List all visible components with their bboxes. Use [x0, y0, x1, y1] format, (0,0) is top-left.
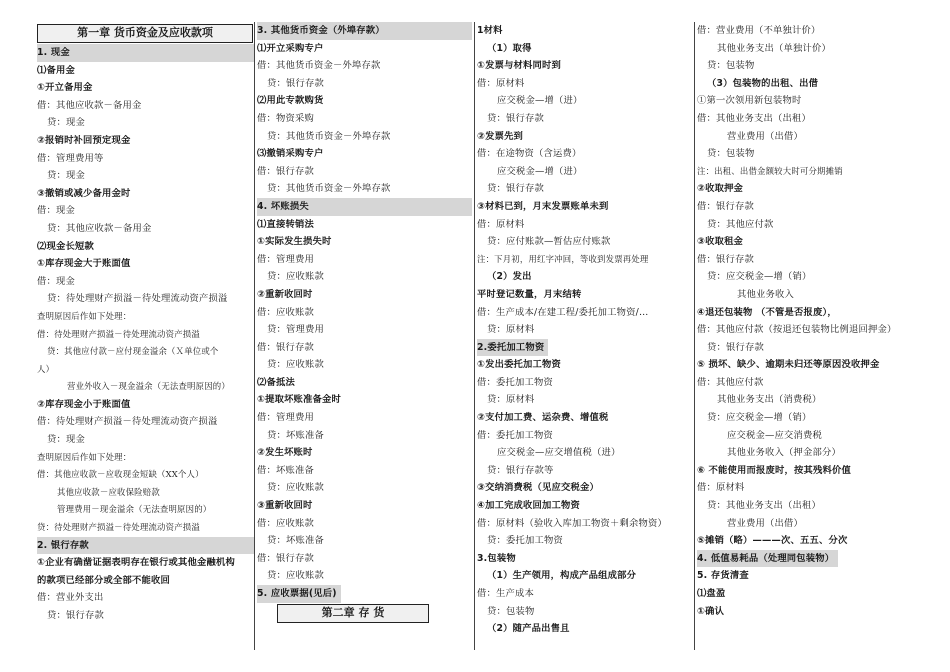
column-3 [477, 22, 693, 652]
text-line: 其他应收款－应收保险赔款 [57, 486, 160, 497]
text-line: 贷：应交税金—增（销） [707, 271, 812, 283]
subheading-line: ⑴开立采购专户 [257, 42, 324, 54]
subheading-line: ①发票与材料同时到 [477, 60, 562, 72]
text-line: 借：营业外支出 [37, 592, 104, 604]
column-2-lines [257, 22, 472, 603]
text-line: 借：待处理财产损溢－待处理流动资产损溢 [37, 416, 218, 428]
text-line: 借：在途物资（含运费） [477, 148, 582, 160]
text-line: 贷：原材料 [487, 394, 535, 406]
text-line: 营业外收入－现金溢余（无法查明原因的） [67, 381, 230, 392]
text-line: 其他业务收入（押金部分） [727, 447, 841, 459]
text-line: 人） [37, 363, 55, 374]
text-line: 贷：管理费用 [267, 324, 324, 336]
subheading-line: （2）发出 [487, 271, 532, 283]
section-heading: 4. 低值易耗品（处理同包装物） [697, 550, 838, 568]
text-line: 贷：包装物 [707, 148, 755, 160]
subheading-line: ⑵备抵法 [257, 376, 295, 388]
subheading-line: 5. 存货清查 [697, 570, 749, 582]
column-divider [254, 22, 255, 650]
text-line: 借：其他应付款 [697, 376, 764, 388]
section-heading: 5. 应收票据(见后) [257, 585, 341, 603]
text-line: 应交税金—应交消费税 [727, 429, 822, 441]
subheading-line: ③撤销或减少备用金时 [37, 187, 131, 199]
text-line: 借：应收账款 [257, 517, 314, 529]
subheading-line: 平时登记数量，月末结转 [477, 288, 582, 300]
text-line: 借：其他应收款－应收现金短缺（XX个人） [37, 469, 204, 480]
text-line: 贷：现金 [47, 434, 85, 446]
text-line: 借：委托加工物资 [477, 376, 553, 388]
text-line: 借：物资采购 [257, 112, 314, 124]
text-line: 借：其他业务支出（出租） [697, 112, 811, 124]
text-line: 其他业务支出（单独计价） [717, 42, 831, 54]
text-line: 贷：其他货币资金－外埠存款 [267, 130, 391, 142]
subheading-line: ②发票先到 [477, 130, 524, 142]
text-line [477, 339, 693, 357]
text-line: 借：其他应付款（按退还包装物比例退回押金） [697, 324, 897, 336]
text-line: 借：银行存款 [257, 165, 314, 177]
text-line: 借：管理费用 [257, 412, 314, 424]
subheading-line: ②支付加工费、运杂费、增值税 [477, 412, 609, 424]
subheading-line: ③交纳消费税（见应交税金） [477, 482, 600, 494]
text-line: 贷：应收账款 [267, 482, 324, 494]
text-line: 借：银行存款 [697, 200, 754, 212]
text-line [697, 550, 912, 568]
text-line: 借：银行存款 [257, 341, 314, 353]
text-line: 贷：应付账款—暂估应付账款 [487, 236, 611, 248]
text-line: 贷：银行存款等 [487, 464, 554, 476]
subheading-line: ①提取坏账准备金时 [257, 394, 342, 406]
text-line: 贷：委托加工物资 [487, 535, 563, 547]
subheading-line: ④退还包装物 （不管是否报废）， [697, 306, 837, 318]
text-line: 其他业务支出（消费税） [717, 394, 822, 406]
text-line: 贷：其他业务支出（出租） [707, 500, 821, 512]
subheading-line: ⑵现金长短款 [37, 240, 94, 252]
text-line: 借：原材料（验收入库加工物资＋剩余物资） [477, 517, 667, 529]
subheading-line: （3）包装物的出租、出借 [707, 77, 819, 89]
subheading-line: ②发生坏账时 [257, 447, 313, 459]
subheading-line: ①发出委托加工物资 [477, 359, 562, 371]
text-line: 贷：应交税金—增（销） [707, 412, 812, 424]
subheading-line: ⑥ 不能使用而报废时，按其残料价值 [697, 464, 851, 476]
text-line: 贷：应收账款 [267, 570, 324, 582]
text-line: 贷：坏账准备 [267, 535, 324, 547]
text-line: 营业费用（出借） [727, 130, 803, 142]
text-line: 借：坏账准备 [257, 464, 314, 476]
text-line: 贷：银行存款 [487, 183, 544, 195]
text-line: 借：管理费用等 [37, 152, 104, 164]
subheading-line: ⑤摊销（略）———次、五五、分次 [697, 535, 848, 547]
text-line: 贷：银行存款 [267, 77, 324, 89]
column-4-lines [697, 22, 912, 620]
text-line: 贷：其他应付款－应付现金溢余（Ｘ单位或个 [47, 346, 219, 357]
subheading-line: ⑴直接转销法 [257, 218, 314, 230]
subheading-line: ②库存现金小于账面值 [37, 398, 131, 410]
text-line: 借：银行存款 [697, 253, 754, 265]
text-line: 贷：银行存款 [487, 112, 544, 124]
section-heading: 2.委托加工物资 [477, 339, 548, 357]
subheading-line: 1材料 [477, 25, 503, 36]
column-1 [37, 22, 254, 652]
text-line: 借：委托加工物资 [477, 429, 553, 441]
text-line: 贷：银行存款 [707, 341, 764, 353]
text-line: 借：其他应收款－备用金 [37, 99, 142, 111]
text-line: 贷：应收账款 [267, 271, 324, 283]
text-line: 管理费用－现金溢余（无法查明原因的） [57, 504, 212, 515]
text-line: 借：营业费用（不单独计价） [697, 25, 821, 36]
subheading-line: ⑶撤销采购专户 [257, 148, 324, 160]
text-line: 应交税金—增（进） [497, 165, 583, 177]
text-line: 借：银行存款 [257, 552, 314, 564]
text-line: 贷：坏账准备 [267, 429, 324, 441]
text-line: 贷：待处理财产损溢－待处理流动资产损溢 [37, 522, 200, 533]
subheading-line: （1）生产领用，构成产品组成部分 [487, 570, 637, 582]
chapter-2-title: 第二章 存 货 [277, 604, 429, 623]
section-heading: 2. 银行存款 [37, 537, 254, 555]
chapter-1-title: 第一章 货币资金及应收款项 [37, 24, 253, 43]
text-line: 借：管理费用 [257, 253, 314, 265]
text-line: 借：现金 [37, 275, 75, 287]
subheading-line: ⑵用此专款购货 [257, 95, 324, 107]
text-line: 借：生产成本 [477, 588, 534, 599]
text-line: 贷：应收账款 [267, 359, 324, 371]
text-line: 贷：包装物 [487, 605, 535, 617]
subheading-line: ⑤ 损坏、缺少、逾期未归还等原因没收押金 [697, 359, 880, 371]
text-line: 贷：银行存款 [47, 610, 104, 621]
subheading-line: ①库存现金大于账面值 [37, 258, 131, 270]
text-line: 借：生产成本/在建工程/委托加工物资/… [477, 306, 649, 318]
text-line: 贷：其他货币资金－外埠存款 [267, 183, 391, 195]
subheading-line: ①确认 [697, 605, 725, 617]
subheading-line: ⑴盘盈 [697, 588, 726, 599]
column-3-lines [477, 22, 693, 638]
subheading-line: ①实际发生损失时 [257, 236, 332, 248]
text-line: 贷：其他应收款－备用金 [47, 222, 152, 234]
subheading-line: （2）随产品出售且 [487, 623, 570, 635]
text-line: 借：应收账款 [257, 306, 314, 318]
text-line: 借：原材料 [697, 482, 745, 494]
text-line: 借：原材料 [477, 218, 525, 230]
subheading-line: ③材料已到，月末发票账单未到 [477, 200, 609, 212]
subheading-line: ④加工完成收回加工物资 [477, 500, 581, 512]
text-line: 贷：待处理财产损溢－待处理流动资产损溢 [47, 293, 228, 305]
text-line: 贷：原材料 [487, 324, 535, 336]
subheading-line: ①企业有确凿证据表明存在银行或其他金融机构 [37, 557, 236, 569]
text-line: 借：待处理财产损溢－待处理流动资产损溢 [37, 328, 200, 339]
column-2 [257, 22, 472, 652]
column-1-lines [37, 44, 254, 625]
text-line: 借：现金 [37, 205, 75, 217]
text-line: 贷：其他应付款 [707, 218, 774, 230]
text-line: 贷：现金 [47, 170, 85, 182]
text-line: 应交税金—增（进） [497, 95, 583, 107]
text-line: 借：原材料 [477, 77, 525, 89]
text-line: 应交税金—应交增值税（进） [497, 447, 621, 459]
subheading-line: ③收取租金 [697, 236, 744, 248]
text-line: ①第一次领用新包装物时 [697, 95, 802, 107]
text-line [257, 585, 472, 603]
subheading-line: ②重新收回时 [257, 288, 313, 300]
text-line: 其他业务收入 [737, 288, 794, 300]
subheading-line: ②报销时补回预定现金 [37, 134, 131, 146]
subheading-line: ⑴备用金 [37, 64, 75, 76]
section-heading: 4. 坏账损失 [257, 198, 472, 216]
text-line: 贷：现金 [47, 117, 85, 129]
subheading-line: ②收取押金 [697, 183, 744, 195]
text-line: 注：出租、出借金额较大时可分期摊销 [697, 165, 843, 176]
subheading-line: ①开立备用金 [37, 82, 93, 94]
text-line: 查明原因后作如下处理： [37, 310, 132, 321]
column-divider [694, 22, 695, 650]
column-4 [697, 22, 912, 652]
section-heading: 3. 其他货币资金（外埠存款） [257, 22, 472, 40]
subheading-line: 的款项已经部分或全部不能收回 [37, 574, 170, 586]
subheading-line: （1）取得 [487, 42, 532, 54]
column-divider [474, 22, 475, 650]
subheading-line: 3.包装物 [477, 552, 516, 564]
subheading-line: ③重新收回时 [257, 500, 313, 512]
text-line: 查明原因后作如下处理： [37, 451, 132, 462]
text-line: 营业费用（出借） [727, 517, 803, 529]
text-line: 注：下月初，用红字冲回，等收到发票再处理 [477, 253, 649, 264]
text-line: 贷：包装物 [707, 60, 755, 72]
text-line: 借：其他货币资金－外埠存款 [257, 60, 381, 72]
section-heading: 1. 现金 [37, 44, 254, 62]
